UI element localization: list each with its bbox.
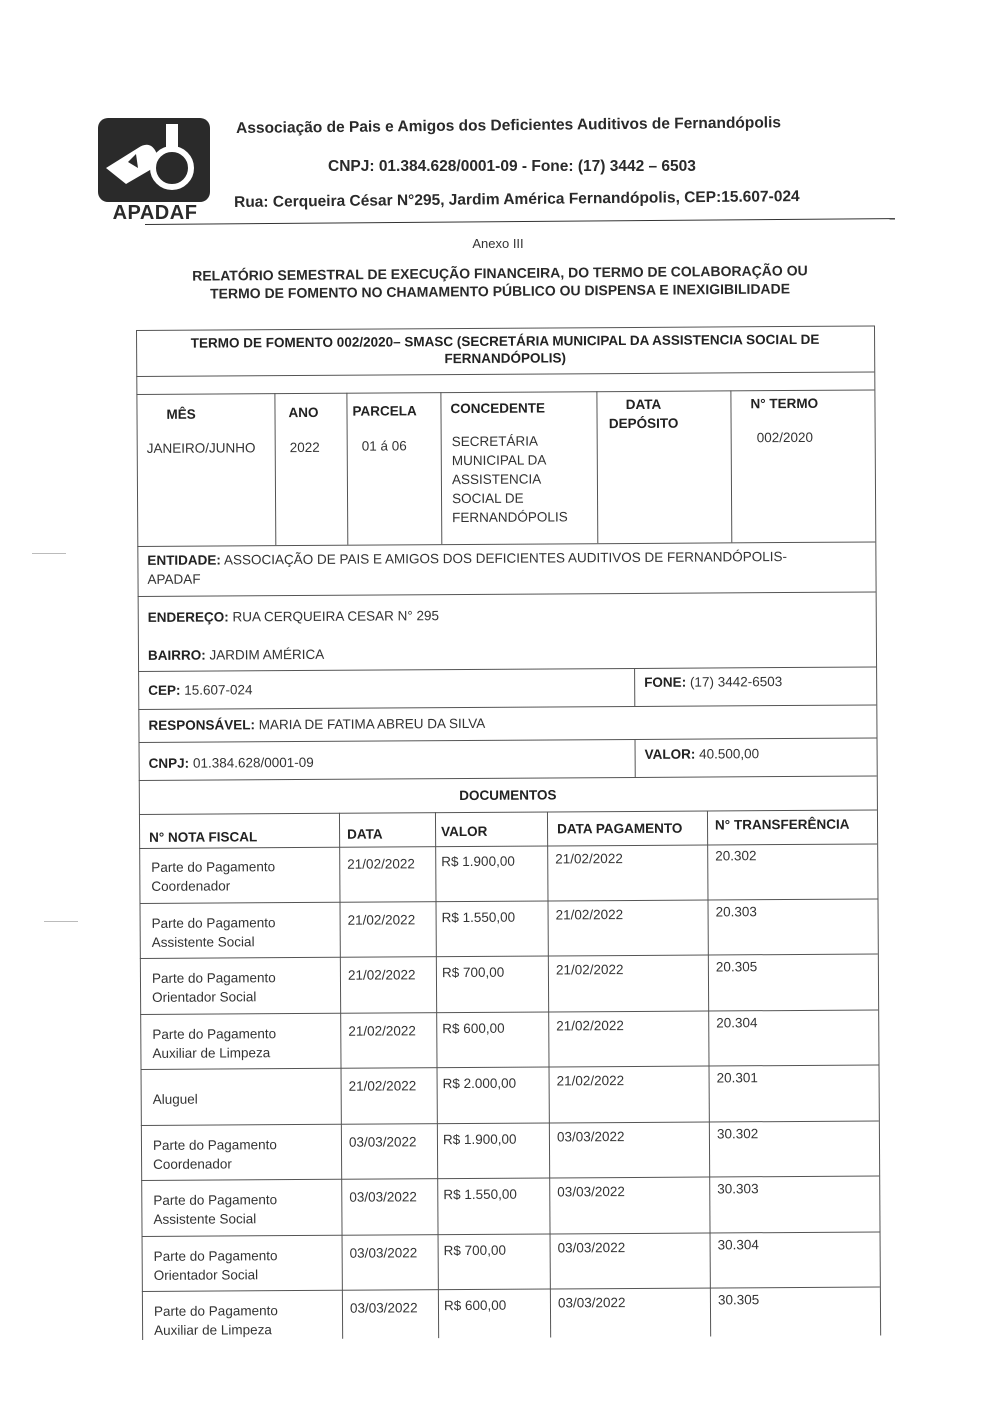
amount-field	[645, 744, 760, 764]
cell-invoice-line: Parte do Pagamento	[152, 1136, 277, 1153]
cell-value: R$ 1.550,00	[441, 909, 516, 925]
col-header-date: DATA	[347, 826, 383, 842]
margin-mark	[44, 921, 78, 922]
value-year: 2022	[289, 439, 320, 456]
cell-invoice-line: Parte do Pagamento	[151, 970, 276, 986]
cell-invoice	[154, 1246, 278, 1285]
cell-invoice	[152, 1024, 276, 1063]
phone-label: FONE:	[644, 674, 687, 690]
table-row	[140, 1010, 878, 1070]
cell-payment-date: 03/03/2022	[557, 1239, 626, 1255]
cell-invoice-line: Coordenador	[151, 878, 231, 894]
cell-value: R$ 700,00	[443, 1242, 506, 1258]
cell-date: 21/02/2022	[347, 967, 416, 983]
cep-value: 15.607-024	[180, 682, 253, 698]
col-divider	[440, 392, 442, 544]
cell-transfer: 20.303	[715, 903, 757, 919]
cell-value: R$ 700,00	[441, 964, 505, 981]
header-installment: PARCELA	[352, 403, 417, 419]
cell-invoice	[154, 1301, 278, 1340]
header-deposit-date-line-2: DEPÓSITO	[608, 415, 679, 432]
documents-table	[139, 809, 880, 1339]
col-divider	[635, 739, 636, 777]
row-divider	[138, 704, 876, 710]
cell-transfer: 30.305	[717, 1292, 760, 1308]
organization-name: Associação de Pais e Amigos dos Deficientes Auditivos de Fernandópolis	[236, 114, 782, 137]
cell-payment-date: 03/03/2022	[557, 1295, 626, 1311]
table-row	[142, 1232, 880, 1292]
cell-value: R$ 2.000,00	[442, 1075, 517, 1092]
responsible-label: RESPONSÁVEL:	[148, 717, 255, 733]
cep-label: CEP:	[148, 682, 181, 698]
row-divider	[139, 737, 877, 743]
cell-invoice-line: Auxiliar de Limpeza	[154, 1322, 272, 1338]
cell-date: 21/02/2022	[347, 856, 415, 872]
cell-invoice-line: Assistente Social	[151, 933, 255, 950]
cell-invoice	[153, 1090, 198, 1109]
organization-cnpj-phone: CNPJ: 01.384.628/0001-09 - Fone: (17) 3442 – 6503	[328, 158, 696, 175]
term-header	[136, 330, 874, 369]
header-deposit-date-line-1: DATA	[625, 396, 662, 413]
cell-payment-date: 03/03/2022	[557, 1184, 625, 1200]
amount-label: VALOR:	[644, 746, 696, 762]
entity-field	[147, 547, 787, 589]
cell-payment-date: 21/02/2022	[556, 1073, 625, 1089]
cell-payment-date: 21/02/2022	[555, 906, 624, 922]
grantor-line: MUNICIPAL DA	[451, 452, 547, 469]
col-header-payment-date: DATA PAGAMENTO	[557, 820, 683, 837]
cell-value: R$ 1.900,00	[441, 853, 515, 870]
table-row	[140, 899, 878, 959]
entity-value-line-2: APADAF	[147, 571, 201, 587]
cell-invoice-line: Parte do Pagamento	[151, 914, 276, 931]
cell-payment-date: 21/02/2022	[555, 962, 624, 978]
address-value: RUA CERQUEIRA CESAR N° 295	[228, 608, 440, 625]
phone-value: (17) 3442-6503	[686, 674, 783, 690]
table-row	[141, 1121, 879, 1181]
report-title-line-2: TERMO DE FOMENTO NO CHAMAMENTO PÚBLICO OU DISPENSA E INEXIGIBILIDADE	[210, 280, 791, 302]
responsible-field	[148, 714, 485, 735]
cell-transfer: 20.305	[715, 959, 758, 975]
cell-invoice-line: Parte do Pagamento	[151, 859, 276, 875]
row-divider	[136, 371, 874, 377]
header-month: MÊS	[166, 406, 196, 422]
cell-date: 21/02/2022	[347, 911, 416, 928]
cell-transfer: 30.304	[717, 1236, 759, 1252]
grantor-line: SOCIAL DE	[451, 490, 524, 507]
col-divider	[274, 393, 276, 545]
col-divider	[634, 668, 635, 706]
table-row	[140, 954, 878, 1014]
col-header-invoice: N° NOTA FISCAL	[149, 829, 258, 845]
apadaf-logo	[96, 118, 214, 226]
cell-invoice	[151, 857, 275, 896]
table-row	[141, 1176, 879, 1236]
value-grantor	[452, 431, 568, 527]
district-value: JARDIM AMÉRICA	[205, 646, 325, 663]
cell-payment-date: 21/02/2022	[555, 851, 623, 867]
cell-invoice-line: Orientador Social	[152, 989, 257, 1005]
cell-value: R$ 600,00	[442, 1020, 505, 1036]
cell-transfer: 20.302	[715, 848, 757, 864]
cell-transfer: 30.302	[716, 1125, 759, 1141]
address-label: ENDEREÇO:	[147, 609, 229, 625]
report-title-line-1: RELATÓRIO SEMESTRAL DE EXECUÇÃO FINANCEIRA, DO TERMO DE COLABORAÇÃO OU	[192, 262, 808, 284]
cell-value: R$ 600,00	[443, 1297, 507, 1314]
logo-emblem	[98, 118, 210, 202]
district-field	[148, 645, 324, 665]
margin-mark	[32, 553, 66, 554]
table-row	[142, 1287, 880, 1347]
col-header-value: VALOR	[441, 823, 488, 840]
cell-invoice-line: Parte do Pagamento	[153, 1247, 278, 1264]
grantor-line: FERNANDÓPOLIS	[452, 509, 568, 526]
cell-date: 03/03/2022	[349, 1244, 418, 1261]
col-divider	[346, 393, 348, 545]
ear-emblem-icon	[98, 118, 210, 202]
cell-invoice	[153, 1135, 277, 1174]
amount-value: 40.500,00	[695, 746, 760, 762]
entity-value: ASSOCIAÇÃO DE PAIS E AMIGOS DOS DEFICIENTES AUDITIVOS DE FERNANDÓPOLIS-	[220, 549, 788, 568]
header-year: ANO	[288, 404, 319, 421]
cell-date: 21/02/2022	[348, 1078, 417, 1094]
cell-value: R$ 1.550,00	[443, 1186, 517, 1203]
header-deposit-date	[598, 395, 688, 434]
cell-invoice-line: Coordenador	[153, 1155, 232, 1172]
financial-report-form	[136, 325, 882, 1340]
cell-invoice-line: Auxiliar de Limpeza	[152, 1044, 271, 1061]
cnpj-label: CNPJ:	[148, 755, 190, 771]
cell-date: 03/03/2022	[349, 1300, 418, 1316]
cell-invoice	[152, 968, 276, 1007]
value-term-number: 002/2020	[756, 429, 814, 446]
header-divider	[145, 218, 895, 225]
cnpj-value: 01.384.628/0001-09	[189, 754, 314, 771]
row-divider	[137, 541, 875, 547]
col-header-transfer: N° TRANSFERÊNCIA	[714, 816, 850, 833]
entity-label: ENTIDADE:	[147, 552, 221, 568]
annex-label: Anexo III	[472, 236, 524, 251]
phone-field	[644, 672, 782, 692]
cell-invoice-line: Parte do Pagamento	[152, 1025, 277, 1042]
grantor-line: SECRETÁRIA	[451, 433, 539, 450]
cell-transfer: 30.303	[717, 1181, 759, 1197]
row-divider	[139, 775, 877, 781]
district-label: BAIRRO:	[147, 647, 206, 663]
cell-payment-date: 03/03/2022	[556, 1128, 625, 1144]
organization-address: Rua: Cerqueira César N°295, Jardim América Fernandópolis, CEP:15.607-024	[234, 188, 800, 211]
responsible-value: MARIA DE FATIMA ABREU DA SILVA	[254, 715, 486, 733]
term-header-line-1: TERMO DE FOMENTO 002/2020– SMASC (SECRETÁRIA MUNICIPAL DA ASSISTENCIA SOCIAL DE	[190, 331, 820, 351]
address-field	[148, 606, 439, 627]
cell-value: R$ 1.900,00	[442, 1131, 517, 1147]
cell-invoice	[152, 913, 276, 952]
value-month: JANEIRO/JUNHO	[146, 440, 256, 456]
cell-invoice	[153, 1190, 277, 1229]
cell-transfer: 20.301	[716, 1070, 758, 1086]
term-header-line-2: FERNANDÓPOLIS)	[444, 350, 566, 367]
header-term-number: N° TERMO	[750, 395, 819, 412]
col-divider	[730, 390, 732, 542]
cell-date: 21/02/2022	[348, 1022, 416, 1039]
cell-invoice-line: Aluguel	[152, 1091, 198, 1107]
row-divider	[138, 591, 876, 597]
cell-invoice-line: Parte do Pagamento	[153, 1192, 278, 1208]
table-row	[141, 1065, 879, 1125]
cep-field	[148, 680, 252, 700]
cell-payment-date: 21/02/2022	[556, 1017, 624, 1033]
cnpj-field	[149, 753, 314, 773]
logo-text: APADAF	[112, 202, 198, 224]
table-row	[139, 843, 877, 903]
cell-invoice-line: Orientador Social	[153, 1266, 259, 1283]
cell-transfer: 20.304	[716, 1014, 758, 1030]
cell-date: 03/03/2022	[349, 1189, 417, 1205]
header-grantor: CONCEDENTE	[450, 400, 546, 417]
cell-invoice-line: Parte do Pagamento	[153, 1303, 278, 1319]
documents-title: DOCUMENTOS	[459, 787, 557, 804]
value-installment: 01 á 06	[361, 438, 407, 454]
grantor-line: ASSISTENCIA	[451, 471, 542, 488]
report-title	[150, 261, 850, 303]
cell-invoice-line: Assistente Social	[153, 1211, 257, 1227]
cell-date: 03/03/2022	[348, 1133, 417, 1150]
